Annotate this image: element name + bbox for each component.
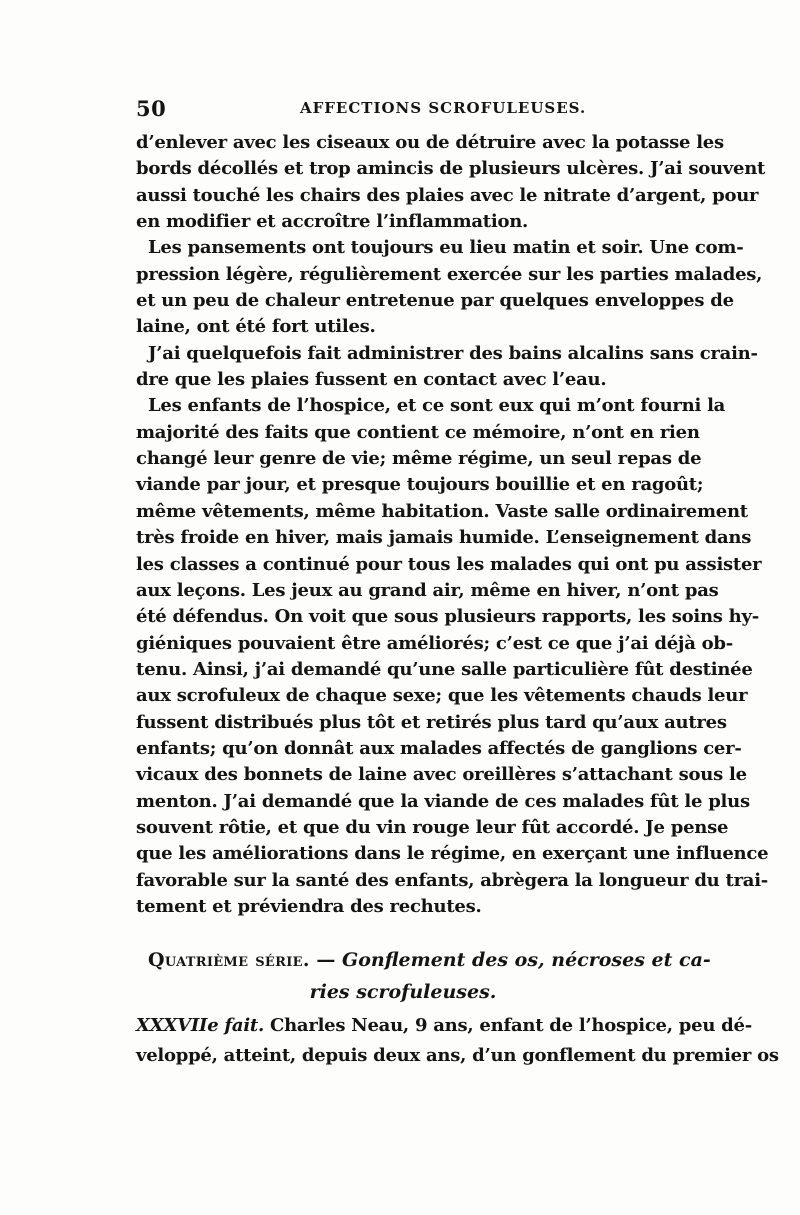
text-line: aux scrofuleux de chaque sexe; que les vêtements chauds leur: [136, 685, 748, 707]
text-line: favorable sur la santé des enfants, abrègera la longueur du trai-: [136, 869, 769, 891]
body-text: [136, 130, 769, 920]
text-line: d’enlever avec les ciseaux ou de détruire avec la potasse les: [136, 132, 724, 153]
text-line: majorité des faits que contient ce mémoire, n’ont en rien: [136, 421, 700, 443]
text-line: et un peu de chaleur entretenue par quelques enveloppes de: [136, 290, 734, 312]
text-line: viande par jour, et presque toujours bouillie et en ragoût;: [136, 474, 704, 496]
text-line: J’ai quelquefois fait administrer des bains alcalins sans crain-: [148, 342, 758, 364]
text-line: dre que les plaies fussent en contact avec l’eau.: [136, 369, 607, 391]
text-line: souvent rôtie, et que du vin rouge leur fût accordé. Je pense: [136, 816, 729, 838]
text-line: été défendus. On voit que sous plusieurs rapports, les soins hy-: [136, 606, 759, 628]
text-line: menton. J’ai demandé que la viande de ces malades fût le plus: [136, 790, 750, 812]
section-heading: [136, 944, 711, 1008]
section-title-part1: Gonflement des os, nécroses et ca-: [341, 949, 711, 971]
page-number: 50: [136, 96, 167, 121]
text-line: changé leur genre de vie; même régime, un seul repas de: [136, 448, 702, 470]
case-entry: [136, 1011, 779, 1071]
text-line: très froide en hiver, mais jamais humide. L’enseignement dans: [136, 527, 752, 549]
text-line: bords décollés et trop amincis de plusieurs ulcères. J’ai souvent: [136, 158, 766, 180]
text-line: giéniques pouvaient être améliorés; c’est ce que j’ai déjà ob-: [136, 632, 733, 654]
case-line: [136, 1011, 752, 1041]
running-title: AFFECTIONS SCROFULEUSES.: [300, 99, 587, 117]
section-heading-line: [136, 976, 670, 1008]
case-text: Charles Neau, 9 ans, enfant de l’hospice, peu dé-: [264, 1015, 752, 1036]
section-title-part2: ries scrofuleuses.: [309, 981, 497, 1003]
text-line: tement et préviendra des rechutes.: [136, 895, 482, 917]
series-label: Quatrième série.: [148, 949, 310, 971]
text-line: enfants; qu’on donnât aux malades affectés de ganglions cer-: [136, 737, 742, 759]
text-line: Les enfants de l’hospice, et ce sont eux qui m’ont fourni la: [148, 395, 726, 417]
case-label: XXXVIIe fait.: [136, 1015, 264, 1036]
text-line: Les pansements ont toujours eu lieu matin et soir. Une com-: [148, 237, 744, 259]
text-line: que les améliorations dans le régime, en exerçant une influence: [136, 843, 769, 865]
running-head: [118, 96, 670, 122]
text-line: vicaux des bonnets de laine avec oreillères s’attachant sous le: [136, 764, 747, 786]
case-line: veloppé, atteint, depuis deux ans, d’un gonflement du premier os: [136, 1045, 779, 1066]
text-line: pression légère, régulièrement exercée sur les parties malades,: [136, 263, 763, 285]
text-line: fussent distribués plus tôt et retirés plus tard qu’aux autres: [136, 711, 727, 733]
heading-dash: —: [309, 949, 342, 971]
section-heading-line: [136, 944, 711, 976]
text-line: aussi touché les chairs des plaies avec le nitrate d’argent, pour: [136, 184, 759, 206]
text-line: même vêtements, même habitation. Vaste salle ordinairement: [136, 500, 748, 522]
text-line: aux leçons. Les jeux au grand air, même en hiver, n’ont pas: [136, 579, 719, 601]
text-line: en modifier et accroître l’inflammation.: [136, 211, 529, 233]
text-line: laine, ont été fort utiles.: [136, 316, 376, 338]
text-line: les classes a continué pour tous les malades qui ont pu assister: [136, 553, 762, 575]
text-line: tenu. Ainsi, j’ai demandé qu’une salle particulière fût destinée: [136, 658, 753, 680]
